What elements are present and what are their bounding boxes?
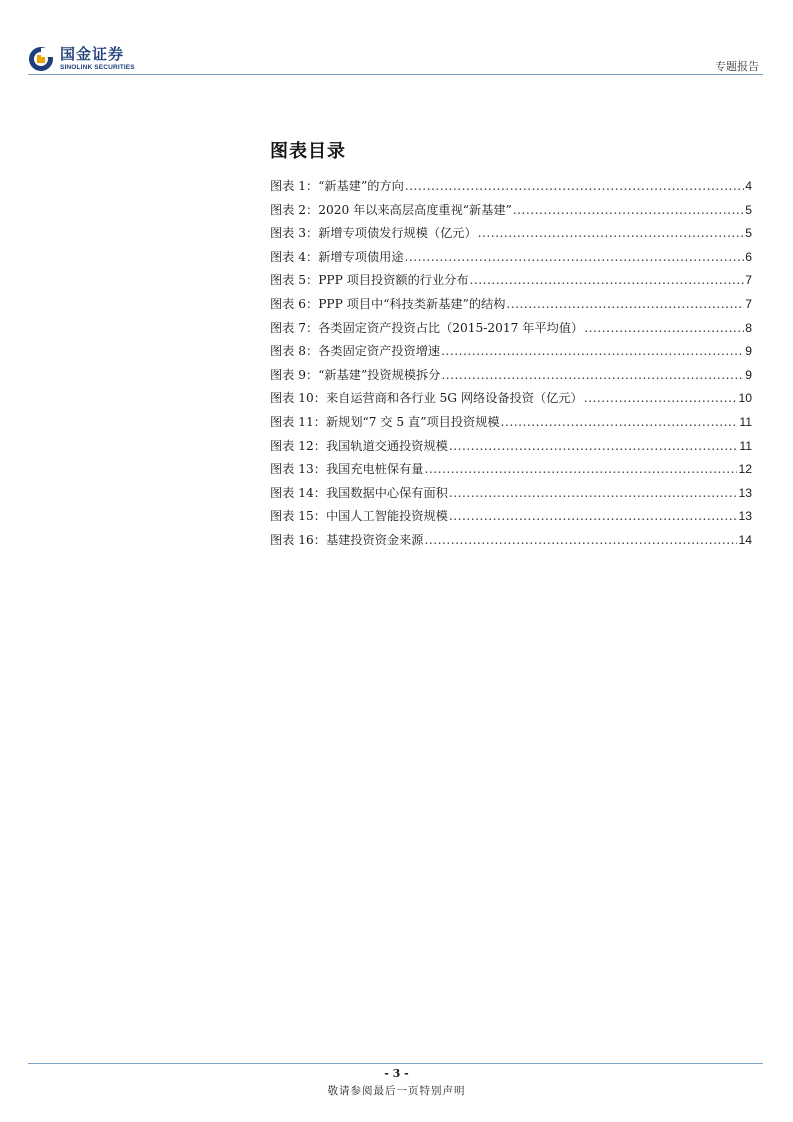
toc-entry-label: 图表 6：PPP 项目中“科技类新基建”的结构 [270,296,506,311]
toc-entry-label: 图表 7：各类固定资产投资占比（2015-2017 年平均值） [270,320,584,335]
toc-entry-page: 5 [745,202,752,217]
toc-entry-label: 图表 11：新规划“7 交 5 直”项目投资规模 [270,414,500,429]
toc-entry[interactable] [270,248,752,272]
toc-entry-label: 图表 2：2020 年以来高层高度重视“新基建” [270,202,512,217]
toc-entry-label: 图表 5：PPP 项目投资额的行业分布 [270,273,469,288]
toc-leader-dots [506,297,744,311]
page-number: - 3 - [384,1067,409,1080]
toc-entry[interactable] [270,177,752,201]
toc-leader-dots [584,321,744,335]
toc-entry[interactable] [270,389,752,413]
toc-entry[interactable] [270,413,752,437]
toc-leader-dots [441,368,744,382]
toc-entry-page: 9 [745,367,752,382]
toc-leader-dots [478,226,745,240]
toc-entry-page: 10 [738,391,752,406]
toc-entry-page: 6 [745,249,752,264]
toc-entry-page: 7 [745,273,752,288]
toc-entry[interactable] [270,295,752,319]
toc-entry[interactable] [270,201,752,225]
toc-leader-dots [424,462,737,476]
toc-entry-page: 9 [745,344,752,359]
toc-entry[interactable] [270,319,752,343]
toc-entry[interactable] [270,484,752,508]
footer-disclaimer: 敬请参阅最后一页特别声明 [327,1085,466,1097]
toc-entry-page: 11 [739,414,752,429]
toc-entry-page: 8 [745,320,752,335]
toc-entry-page: 14 [738,532,752,547]
toc-entry-label: 图表 13：我国充电桩保有量 [270,462,424,477]
toc-leader-dots [501,415,739,429]
toc-entry-label: 图表 1：“新基建”的方向 [270,179,404,193]
toc-entry-label: 图表 4：新增专项债用途 [270,249,404,264]
toc-entry-page: 5 [745,226,752,241]
toc-entry-page: 4 [745,179,752,193]
toc-leader-dots [584,391,738,405]
toc-entry-page: 13 [738,485,752,500]
toc-entry-label: 图表 12：我国轨道交通投资规模 [270,438,448,453]
sinolink-logo-icon [28,46,54,72]
toc-entry[interactable] [270,342,752,366]
toc-entry[interactable] [270,224,752,248]
toc-leader-dots [405,179,744,193]
toc-entry[interactable] [270,531,752,555]
toc-entry[interactable] [270,271,752,295]
toc-entry[interactable] [270,460,752,484]
toc-entry-label: 图表 3：新增专项债发行规模（亿元） [270,226,477,241]
toc-leader-dots [405,250,745,264]
toc-entry-label: 图表 8：各类固定资产投资增速 [270,344,441,359]
toc-entry-page: 7 [745,296,752,311]
toc-entry[interactable] [270,366,752,390]
table-of-figures [270,137,752,555]
toc-entry-page: 13 [738,509,752,524]
toc-leader-dots [470,273,745,287]
toc-leader-dots [441,344,744,358]
toc-entry[interactable] [270,437,752,461]
toc-entry-label: 图表 9：“新基建”投资规模拆分 [270,367,441,382]
footer-divider [28,1063,763,1064]
toc-title: 图表目录 [270,141,346,162]
page-header [28,40,763,76]
toc-leader-dots [424,533,737,547]
toc-entry-page: 12 [738,462,752,477]
toc-leader-dots [449,486,738,500]
toc-entry-label: 图表 10：来自运营商和各行业 5G 网络设备投资（亿元） [270,391,583,406]
logo-english-name: SINOLINK SECURITIES [60,63,135,71]
header-divider [28,74,763,75]
toc-entry-page: 11 [739,438,752,453]
document-type: 专题报告 [715,60,759,73]
logo-chinese-name: 国金证券 [60,44,125,63]
toc-leader-dots [513,203,744,217]
toc-entry[interactable] [270,507,752,531]
company-logo [28,46,135,72]
toc-entry-label: 图表 14：我国数据中心保有面积 [270,485,448,500]
toc-list [270,177,752,555]
toc-leader-dots [449,509,738,523]
toc-leader-dots [449,439,739,453]
toc-entry-label: 图表 15：中国人工智能投资规模 [270,509,448,524]
toc-entry-label: 图表 16：基建投资资金来源 [270,532,424,547]
